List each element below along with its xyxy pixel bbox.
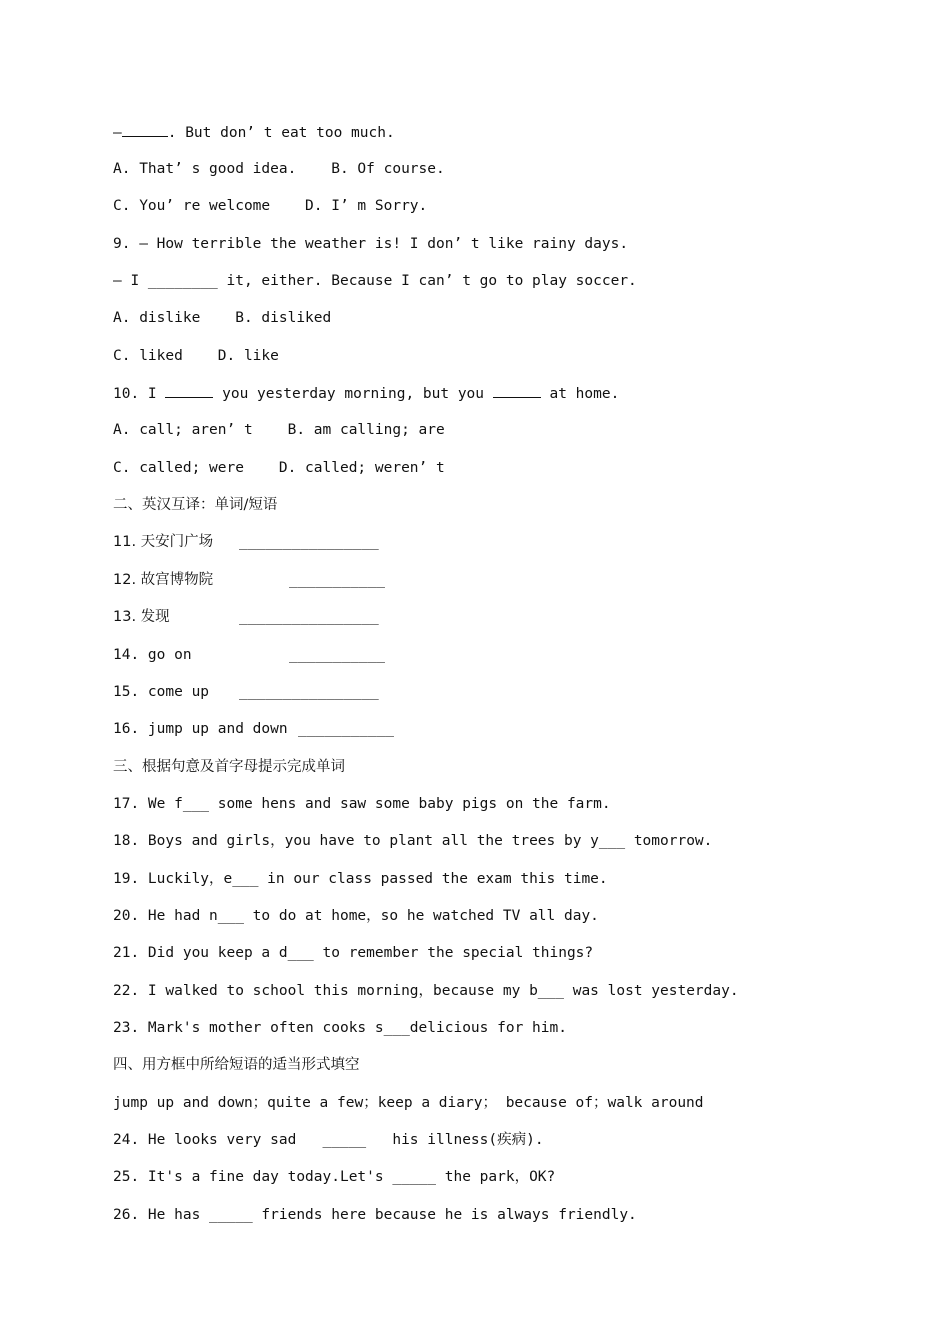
section-3-heading: 三、根据句意及首字母提示完成单词 bbox=[113, 759, 345, 775]
question-14: 14. go on bbox=[113, 647, 192, 663]
answer-line-8: — . But don’ t eat too much. bbox=[113, 122, 395, 143]
question-14-blank: ___________ bbox=[289, 647, 386, 663]
question-25: 25. It's a fine day today.Let's _____ the park，OK? bbox=[113, 1169, 556, 1185]
section-4-heading: 四、用方框中所给短语的适当形式填空 bbox=[113, 1057, 360, 1073]
dash: — bbox=[113, 125, 122, 141]
question-16: 16. jump up and down bbox=[113, 721, 288, 737]
question-13: 13. 发现 bbox=[113, 609, 170, 625]
question-12-blank: ___________ bbox=[289, 572, 386, 588]
question-15-blank: ________________ bbox=[239, 684, 379, 700]
question-23: 23. Mark's mother often cooks s___delicious for him. bbox=[113, 1020, 567, 1036]
question-11: 11. 天安门广场 bbox=[113, 534, 214, 550]
answer-blank bbox=[165, 383, 213, 398]
option-line: A. That’ s good idea. B. Of course. bbox=[113, 161, 445, 177]
option-line: C. called; were D. called; weren’ t bbox=[113, 460, 445, 476]
question-19: 19. Luckily，e___ in our class passed the exam this time. bbox=[113, 871, 608, 887]
phrase-box: jump up and down；quite a few；keep a diary； because of；walk around bbox=[113, 1095, 704, 1111]
question-12: 12. 故宫博物院 bbox=[113, 572, 214, 588]
answer-blank bbox=[493, 383, 541, 398]
option-line: C. You’ re welcome D. I’ m Sorry. bbox=[113, 198, 428, 214]
option-line: C. liked D. like bbox=[113, 348, 279, 364]
question-15: 15. come up bbox=[113, 684, 210, 700]
question-21: 21. Did you keep a d___ to remember the special things? bbox=[113, 945, 594, 961]
question-22: 22. I walked to school this morning，because my b___ was lost yesterday. bbox=[113, 983, 739, 999]
question-17: 17. We f___ some hens and saw some baby pigs on the farm. bbox=[113, 796, 611, 812]
question-26: 26. He has _____ friends here because he is always friendly. bbox=[113, 1207, 637, 1223]
question-10: 10. I you yesterday morning, but you at home. bbox=[113, 383, 619, 404]
option-line: A. call; aren’ t B. am calling; are bbox=[113, 422, 445, 438]
question-18: 18. Boys and girls，you have to plant all the trees by y___ tomorrow. bbox=[113, 833, 713, 849]
question-16-blank: ___________ bbox=[298, 721, 395, 737]
answer-blank bbox=[122, 122, 168, 137]
question-13-blank: ________________ bbox=[239, 609, 379, 625]
question-9: 9. — How terrible the weather is! I don’ t like rainy days. bbox=[113, 236, 629, 252]
question-11-blank: ________________ bbox=[239, 534, 379, 550]
question-20: 20. He had n___ to do at home，so he watched TV all day. bbox=[113, 908, 599, 924]
option-line: A. dislike B. disliked bbox=[113, 310, 332, 326]
section-2-heading: 二、英汉互译：单词/短语 bbox=[113, 497, 278, 513]
question-24: 24. He looks very sad _____ his illness(疾病). bbox=[113, 1132, 544, 1148]
question-9-reply: — I ________ it, either. Because I can’ t go to play soccer. bbox=[113, 273, 637, 289]
